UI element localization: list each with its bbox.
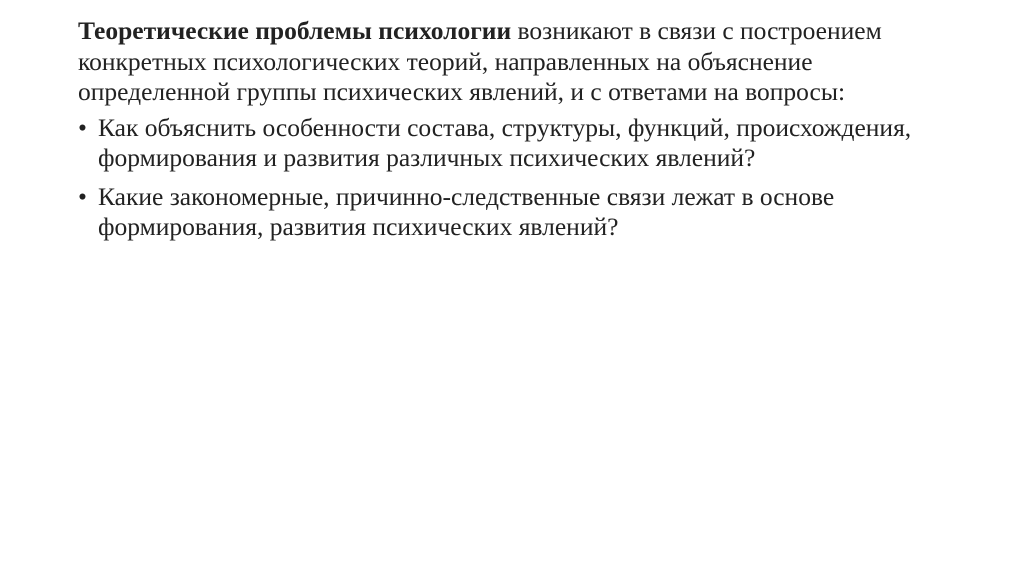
bullet-icon: •: [78, 181, 87, 211]
intro-bold-term: Теоретические проблемы психологии: [78, 16, 512, 45]
list-item: [78, 182, 958, 243]
intro-text: возникают в связи с построением конкретных психологических теорий, направленных на объяснение определенной группы психических явлений, и с ответами на вопросы:: [78, 16, 882, 106]
list-item-text: Как объяснить особенности состава, структуры, функций, происхождения, формирования и развития различных психических явлений?: [98, 112, 912, 172]
intro-paragraph: [78, 16, 958, 108]
question-list: [78, 113, 958, 243]
slide-content: [78, 16, 958, 251]
list-item: [78, 113, 958, 174]
list-item-text: Какие закономерные, причинно-следственные связи лежат в основе формирования, развития психических явлений?: [98, 181, 835, 241]
bullet-icon: •: [78, 112, 87, 142]
